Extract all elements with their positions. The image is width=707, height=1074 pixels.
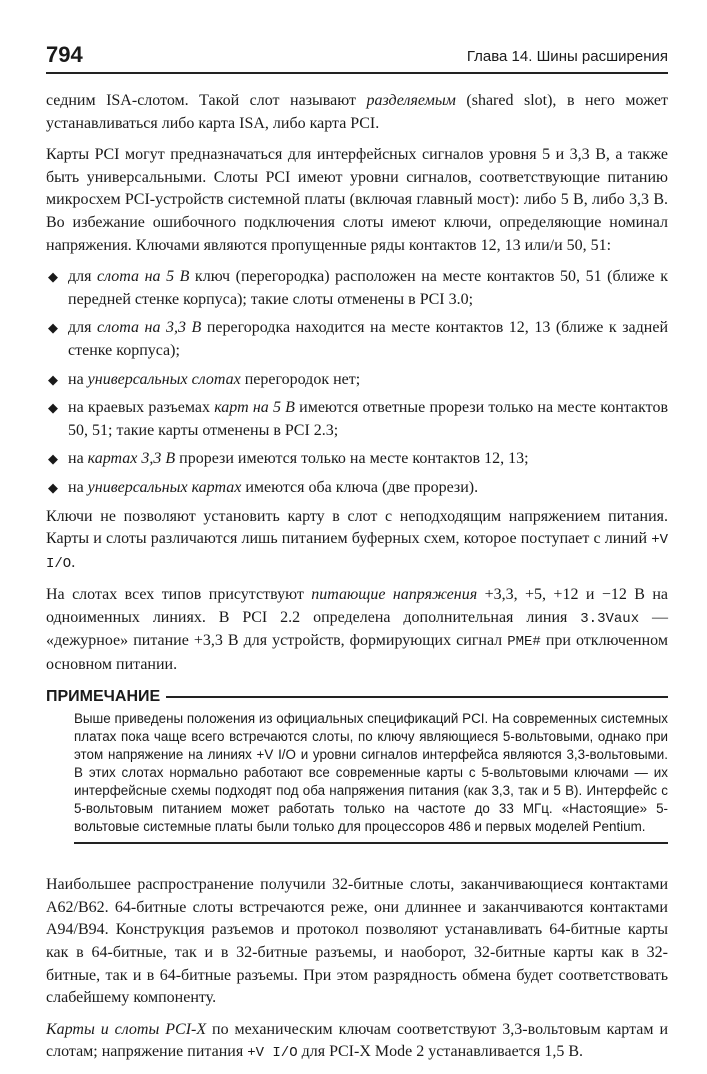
page-number: 794 (46, 42, 83, 67)
paragraph-5: Наибольшее распространение получили 32-битные слоты, заканчивающиеся контактами A62/B62. 64-битные слоты встречаются реже, они длиннее и заканчиваются контактами A94/B94. Конструкция разъемов и протокол позволяют устанавливать 64-битные карты как в 64-битные, так и в 32-битные разъемы, и наоборот, 32-битные карты как в 32-битные, так и в 64-битные разъемы. При этом разрядность обмена будет соответствовать слабейшему компоненту. (46, 876, 668, 1007)
paragraph-2: Карты PCI могут предназначаться для интерфейсных сигналов уровня 5 и 3,3 В, а также быть универсальными. Слоты PCI имеют уровни сигналов, соответствующие питанию микросхем PCI-устройств системной платы (включая главный мост): либо 5 В, либо 3,3 В. Во избежание ошибочного подключения слоты имеют ключи, определяющие номинал напряжения. Ключами являются пропущенные ряды контактов 12, 13 или/и 50, 51: (46, 146, 668, 254)
term-supply-voltages: питающие напряжения (311, 586, 478, 604)
term-pci-x: Карты и слоты PCI-X (46, 1020, 207, 1038)
signal-3v3aux: 3.3Vaux (580, 610, 640, 627)
paragraph-4: На слотах всех типов присутствуют питающие напряжения +3,3, +5, +12 и −12 В на одноименных линиях. В PCI 2.2 определена дополнительная линия 3.3Vaux — «дежурное» питание +3,3 В для устройств, формирующих сигнал PME# при отключенном основном питании. (46, 586, 669, 674)
p1-text-a: седним ISA-слотом. Такой слот называют (46, 92, 367, 109)
paragraph-6: Карты и слоты PCI-X по механическим ключам соответствуют 3,3-вольтовым картам и слотам; напряжение питания +V I/O для PCI-X Mode 2 устанавливается 1,5 В. (46, 1020, 669, 1062)
signal-vio: +V I/O (46, 532, 668, 572)
p1-text-c: (shared slot), в него может устанавливаться либо карта ISA, либо карта PCI. (46, 92, 669, 132)
bullet-diamond-icon: ◆ (48, 400, 58, 416)
bullet-diamond-icon: ◆ (48, 371, 58, 387)
bullet-diamond-icon: ◆ (48, 320, 58, 336)
list-item: ◆ на картах 3,3 В прорези имеются только на месте контактов 12, 13; (46, 448, 668, 471)
list-item: ◆ на универсальных слотах перегородок нет; (46, 369, 668, 392)
list-item: ◆ для слота на 3,3 В перегородка находится на месте контактов 12, 13 (ближе к задней стенке корпуса); (48, 319, 669, 359)
bullet-diamond-icon: ◆ (48, 479, 58, 495)
note-box (46, 686, 668, 845)
list-item: ◆ для слота на 5 В ключ (перегородка) расположен на месте контактов 50, 51 (ближе к передней стенке корпуса); такие слоты отменены в PCI 3.0; (48, 268, 669, 308)
list-item: ◆ на краевых разъемах карт на 5 В имеются ответные прорези только на месте контактов 50, 51; такие карты отменены в PCI 2.3; (48, 399, 669, 439)
paragraph-1 (46, 90, 668, 135)
page-body (46, 90, 668, 1074)
note-title: ПРИМЕЧАНИЕ (46, 687, 161, 705)
note-rule (166, 696, 668, 698)
note-header (46, 686, 668, 709)
key-list (46, 266, 668, 499)
note-text: Выше приведены положения из официальных спецификаций PCI. На современных системных платах пока чаще всего встречаются слоты, по ключу являющиеся 5-вольтовыми, однако при этом напряжение на линиях +V I/O и уровни сигналов интерфейса являются 3,3-вольтовыми. В этих слотах нормально работают все современные карты с 5-вольтовыми ключами — их интерфейсные схемы подходят под оба напряжения питания (как 3,3, так и 5 В). Интерфейс с 5-вольтовым питанием может работать только на частоте до 33 МГц. «Настоящие» 5-вольтовые системные платы были только для процессоров 486 и первых моделей Pentium. (74, 710, 668, 844)
bullet-diamond-icon: ◆ (48, 451, 58, 467)
paragraph-3: Ключи не позволяют установить карту в слот с неподходящим напряжением питания. Карты и слоты различаются лишь питанием буферных схем, которое поступает с линий +V I/O. (46, 507, 668, 572)
bullet-diamond-icon: ◆ (48, 269, 58, 285)
page-header (46, 42, 668, 74)
p1-term-shared: разделяемым (366, 92, 456, 109)
signal-pme: PME# (507, 634, 541, 651)
list-item: ◆ на универсальных картах имеются оба ключа (две прорези). (46, 477, 668, 500)
chapter-title: Глава 14. Шины расширения (466, 48, 668, 65)
